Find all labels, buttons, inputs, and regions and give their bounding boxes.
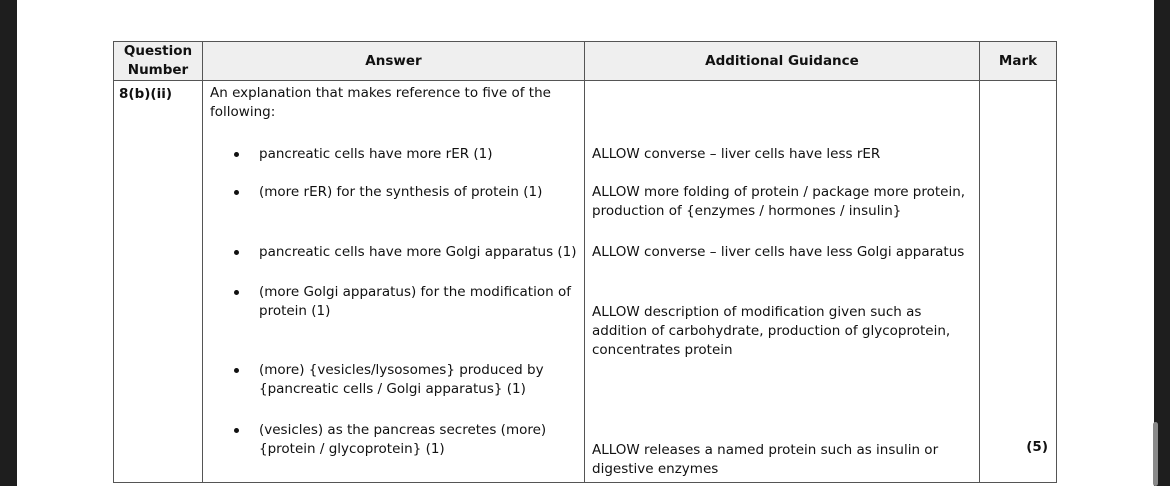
- question-row: [114, 81, 1057, 483]
- guidance-note: ALLOW releases a named protein such as insulin or digestive enzymes: [592, 442, 939, 477]
- answer-bullet: (vesicles) as the pancreas secretes (more) {protein / glycoprotein} (1): [232, 421, 604, 459]
- answer-bullet: (more Golgi apparatus) for the modification of protein (1): [232, 283, 604, 321]
- mark-scheme-table: [113, 41, 1057, 483]
- guidance-note: ALLOW description of modification given such as addition of carbohydrate, production of glycoprotein, concentrates protein: [592, 304, 951, 358]
- answer-bullet: pancreatic cells have more rER (1): [232, 145, 604, 164]
- answer-intro: An explanation that makes reference to five of the following:: [210, 85, 551, 120]
- mark-cell: [980, 81, 1057, 483]
- answer-bullet: (more rER) for the synthesis of protein (1): [232, 183, 604, 202]
- answer-bullet: (more) {vesicles/lysosomes} produced by {pancreatic cells / Golgi apparatus} (1): [232, 361, 604, 399]
- guidance-cell: [585, 81, 980, 483]
- question-number: 8(b)(ii): [114, 81, 203, 483]
- scrollbar-thumb[interactable]: [1153, 422, 1158, 486]
- header-question-number: Question Number: [114, 42, 203, 81]
- mark-value: (5): [1026, 439, 1048, 455]
- answer-cell: [203, 81, 585, 483]
- header-row: [114, 42, 1057, 81]
- answer-bullet: pancreatic cells have more Golgi apparatus (1): [232, 243, 604, 262]
- header-mark: Mark: [980, 42, 1057, 81]
- document-page: [17, 0, 1154, 486]
- guidance-note: ALLOW more folding of protein / package more protein, production of {enzymes / hormones / insulin}: [592, 184, 966, 219]
- header-answer: Answer: [203, 42, 585, 81]
- guidance-note: ALLOW converse – liver cells have less Golgi apparatus: [592, 244, 965, 260]
- header-additional-guidance: Additional Guidance: [585, 42, 980, 81]
- guidance-note: ALLOW converse – liver cells have less rER: [592, 146, 881, 162]
